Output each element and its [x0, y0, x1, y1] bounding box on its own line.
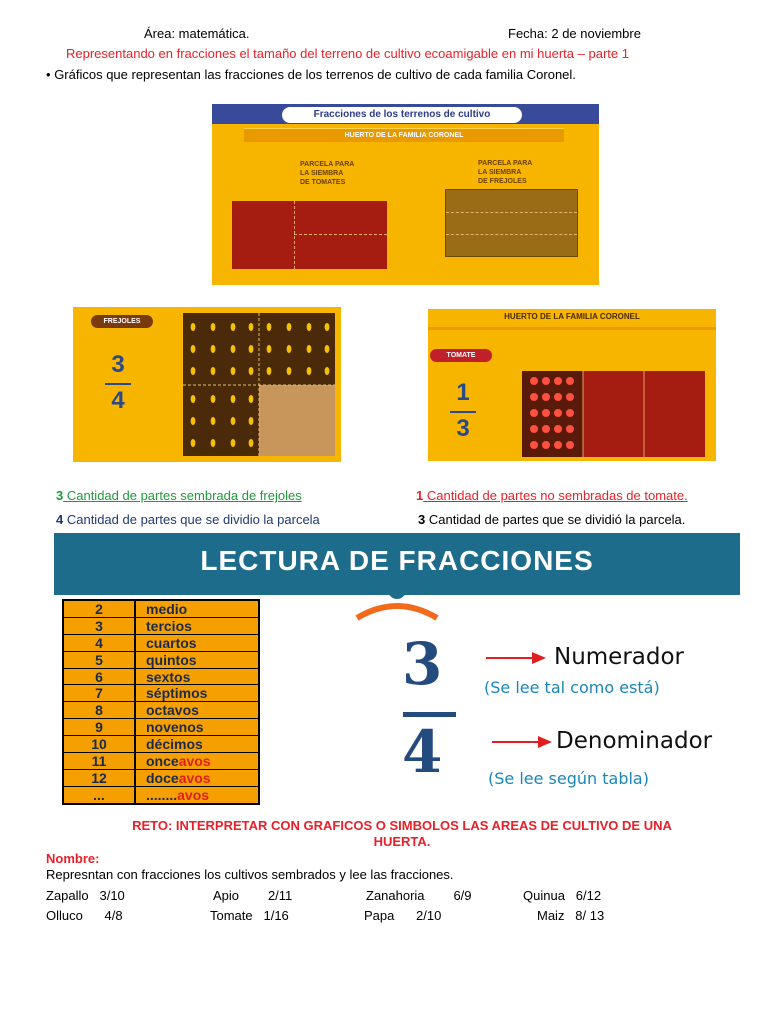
fraction-bar: [450, 411, 476, 413]
table-cell-number: 4: [64, 635, 136, 651]
fraction-name: medio: [146, 601, 188, 617]
fraction-name: quintos: [146, 651, 197, 668]
crop-name: Apio: [213, 888, 240, 903]
label-frejoles: PARCELA PARA LA SIEMBRA DE FREJOLES: [478, 160, 533, 185]
caption-number: 4: [56, 512, 64, 527]
crop-fraction: 6/9: [453, 888, 472, 903]
crop-name: Zapallo: [46, 888, 89, 903]
bullet-item: [46, 67, 576, 82]
caption-number: 3: [418, 512, 426, 527]
fraction-suffix: avos: [178, 753, 211, 770]
table-row: [64, 736, 258, 753]
denominador-description: (Se lee según tabla): [488, 769, 649, 788]
table-cell-number: 7: [64, 685, 136, 701]
frejoles-denominator: 4: [111, 387, 125, 414]
big-denominator: 4: [402, 718, 443, 786]
crop-name: Quinua: [523, 888, 565, 903]
tomate-grid: [522, 371, 705, 457]
tomate-figure: [428, 309, 716, 461]
worksheet-title: Representando en fracciones el tamaño del terreno de cultivo ecoamigable en mi huerta – parte 1: [66, 46, 629, 61]
fraction-bar: [105, 383, 131, 385]
panel-top-title: Fracciones de los terrenos de cultivo: [282, 107, 522, 123]
table-cell-name: [136, 787, 258, 803]
table-cell-number: 5: [64, 652, 136, 668]
table-cell-name: [136, 601, 258, 617]
table-row: [64, 635, 258, 652]
table-cell-name: [136, 719, 258, 735]
table-cell-name: [136, 652, 258, 668]
crop-fraction: 3/10: [99, 888, 125, 903]
table-cell-name: [136, 635, 258, 651]
frejoles-tag: FREJOLES: [91, 315, 153, 328]
table-row: [64, 652, 258, 669]
fraction-suffix: avos: [178, 769, 211, 786]
fraction-name: cuartos: [146, 634, 197, 651]
fraction-name: sextos: [146, 668, 191, 685]
table-row: [64, 702, 258, 719]
plot-divider: [294, 234, 387, 235]
table-row: [64, 618, 258, 635]
table-row: [64, 601, 258, 618]
crop-item: [213, 888, 292, 903]
frejoles-grid: [183, 313, 335, 456]
fraction-name: doce: [146, 769, 179, 786]
table-cell-number: 11: [64, 753, 136, 769]
table-row: [64, 770, 258, 787]
caption-text: Cantidad de partes no sembradas de tomate.: [423, 488, 688, 503]
table-row: [64, 787, 258, 803]
numerador-description: (Se lee tal como está): [484, 678, 660, 697]
bullet-text: Gráficos que representan las fracciones de los terrenos de cultivo de cada familia Coronel.: [54, 67, 576, 82]
caption-frejoles-numerator: [56, 488, 302, 503]
fraction-name: novenos: [146, 719, 204, 736]
lectura-banner: LECTURA DE FRACCIONES: [54, 533, 740, 595]
table-cell-name: [136, 753, 258, 769]
table-cell-number: 9: [64, 719, 136, 735]
plot-divider: [294, 201, 295, 269]
table-row: [64, 669, 258, 686]
table-cell-number: 8: [64, 702, 136, 718]
caption-number: 3: [56, 488, 64, 503]
tomate-panel-header: HUERTO DE LA FAMILIA CORONEL: [504, 312, 640, 321]
crop-fraction: 6/12: [575, 888, 602, 903]
crop-fraction: 2/11: [267, 888, 293, 903]
table-cell-name: [136, 685, 258, 701]
frejoles-numerator: 3: [111, 351, 125, 378]
table-cell-name: [136, 669, 258, 685]
tomate-numerator: 1: [456, 379, 470, 406]
crop-name: Tomate: [210, 908, 253, 923]
caption-text: Cantidad de partes que se dividio la parcela: [63, 512, 320, 527]
fraction-name: ........: [146, 786, 178, 803]
table-cell-number: 3: [64, 618, 136, 634]
fraction-name: tercios: [146, 617, 192, 634]
bullet-icon: •: [46, 67, 51, 82]
crop-item: [364, 908, 441, 923]
crop-name: Olluco: [46, 908, 83, 923]
fraction-names-table: [62, 599, 260, 805]
caption-tomate-denominator: [418, 512, 685, 527]
table-row: [64, 753, 258, 770]
fraction-name: décimos: [146, 736, 203, 753]
plot-divider: [446, 234, 577, 235]
crop-item: [46, 888, 125, 903]
crop-item: [46, 908, 123, 923]
table-row: [64, 719, 258, 736]
table-cell-number: 12: [64, 770, 136, 786]
reto-line-2: HUERTA.: [373, 834, 431, 849]
tomato-plot: [232, 201, 387, 269]
crop-fraction: 8/ 13: [575, 908, 605, 923]
table-cell-name: [136, 736, 258, 752]
big-numerator: 3: [402, 630, 443, 698]
label-tomates: PARCELA PARA LA SIEMBRA DE TOMATES: [300, 161, 355, 186]
crop-item: [366, 888, 472, 903]
caption-frejoles-denominator: [56, 512, 320, 527]
crop-fraction: 1/16: [263, 908, 289, 923]
crop-item: [537, 908, 604, 923]
caption-text: Cantidad de partes sembrada de frejoles: [63, 488, 302, 503]
frejoles-figure: [73, 307, 341, 462]
area-label: Área: matemática.: [144, 26, 250, 41]
big-fraction-bar: [403, 712, 456, 717]
table-cell-number: 2: [64, 601, 136, 617]
logo-arc-icon: [352, 578, 442, 624]
fraction-name: once: [146, 753, 179, 770]
reto-heading: [62, 818, 742, 850]
table-cell-name: [136, 618, 258, 634]
nombre-label: Nombre:: [46, 851, 100, 866]
reto-instructions: Represntan con fracciones los cultivos sembrados y lee las fracciones.: [46, 867, 454, 882]
table-cell-number: 6: [64, 669, 136, 685]
crop-fraction: 4/8: [104, 908, 123, 923]
table-row: [64, 685, 258, 702]
table-cell-number: 10: [64, 736, 136, 752]
table-cell-name: [136, 702, 258, 718]
bean-plot: [445, 189, 578, 257]
fraction-name: séptimos: [146, 685, 208, 702]
crop-item: [210, 908, 289, 923]
panel-top-subtitle: HUERTO DE LA FAMILIA CORONEL: [244, 128, 564, 142]
crop-item: [523, 888, 601, 903]
crop-name: Zanahoria: [366, 888, 425, 903]
denominador-label: Denominador: [556, 728, 713, 754]
table-cell-name: [136, 770, 258, 786]
numerador-label: Numerador: [554, 644, 685, 670]
tomate-tag: TOMATE: [430, 349, 492, 362]
crop-fraction: 2/10: [416, 908, 442, 923]
caption-number: 1: [416, 488, 424, 503]
fraction-name: octavos: [146, 702, 199, 719]
reto-line-1: RETO: INTERPRETAR CON GRAFICOS O SIMBOLOS LAS AREAS DE CULTIVO DE UNA: [132, 818, 672, 833]
crop-name: Papa: [364, 908, 395, 923]
arrow-right-icon: [492, 734, 554, 750]
caption-text: Cantidad de partes que se dividió la parcela.: [425, 512, 686, 527]
table-cell-number: ...: [64, 787, 136, 803]
crop-name: Maiz: [537, 908, 565, 923]
plots-figure: [212, 104, 599, 285]
fraction-suffix: avos: [177, 786, 210, 803]
caption-tomate-numerator: [416, 488, 688, 503]
tomate-denominator: 3: [456, 415, 470, 442]
plot-divider: [446, 212, 577, 213]
date-label: Fecha: 2 de noviembre: [508, 26, 641, 41]
arrow-right-icon: [486, 650, 548, 666]
